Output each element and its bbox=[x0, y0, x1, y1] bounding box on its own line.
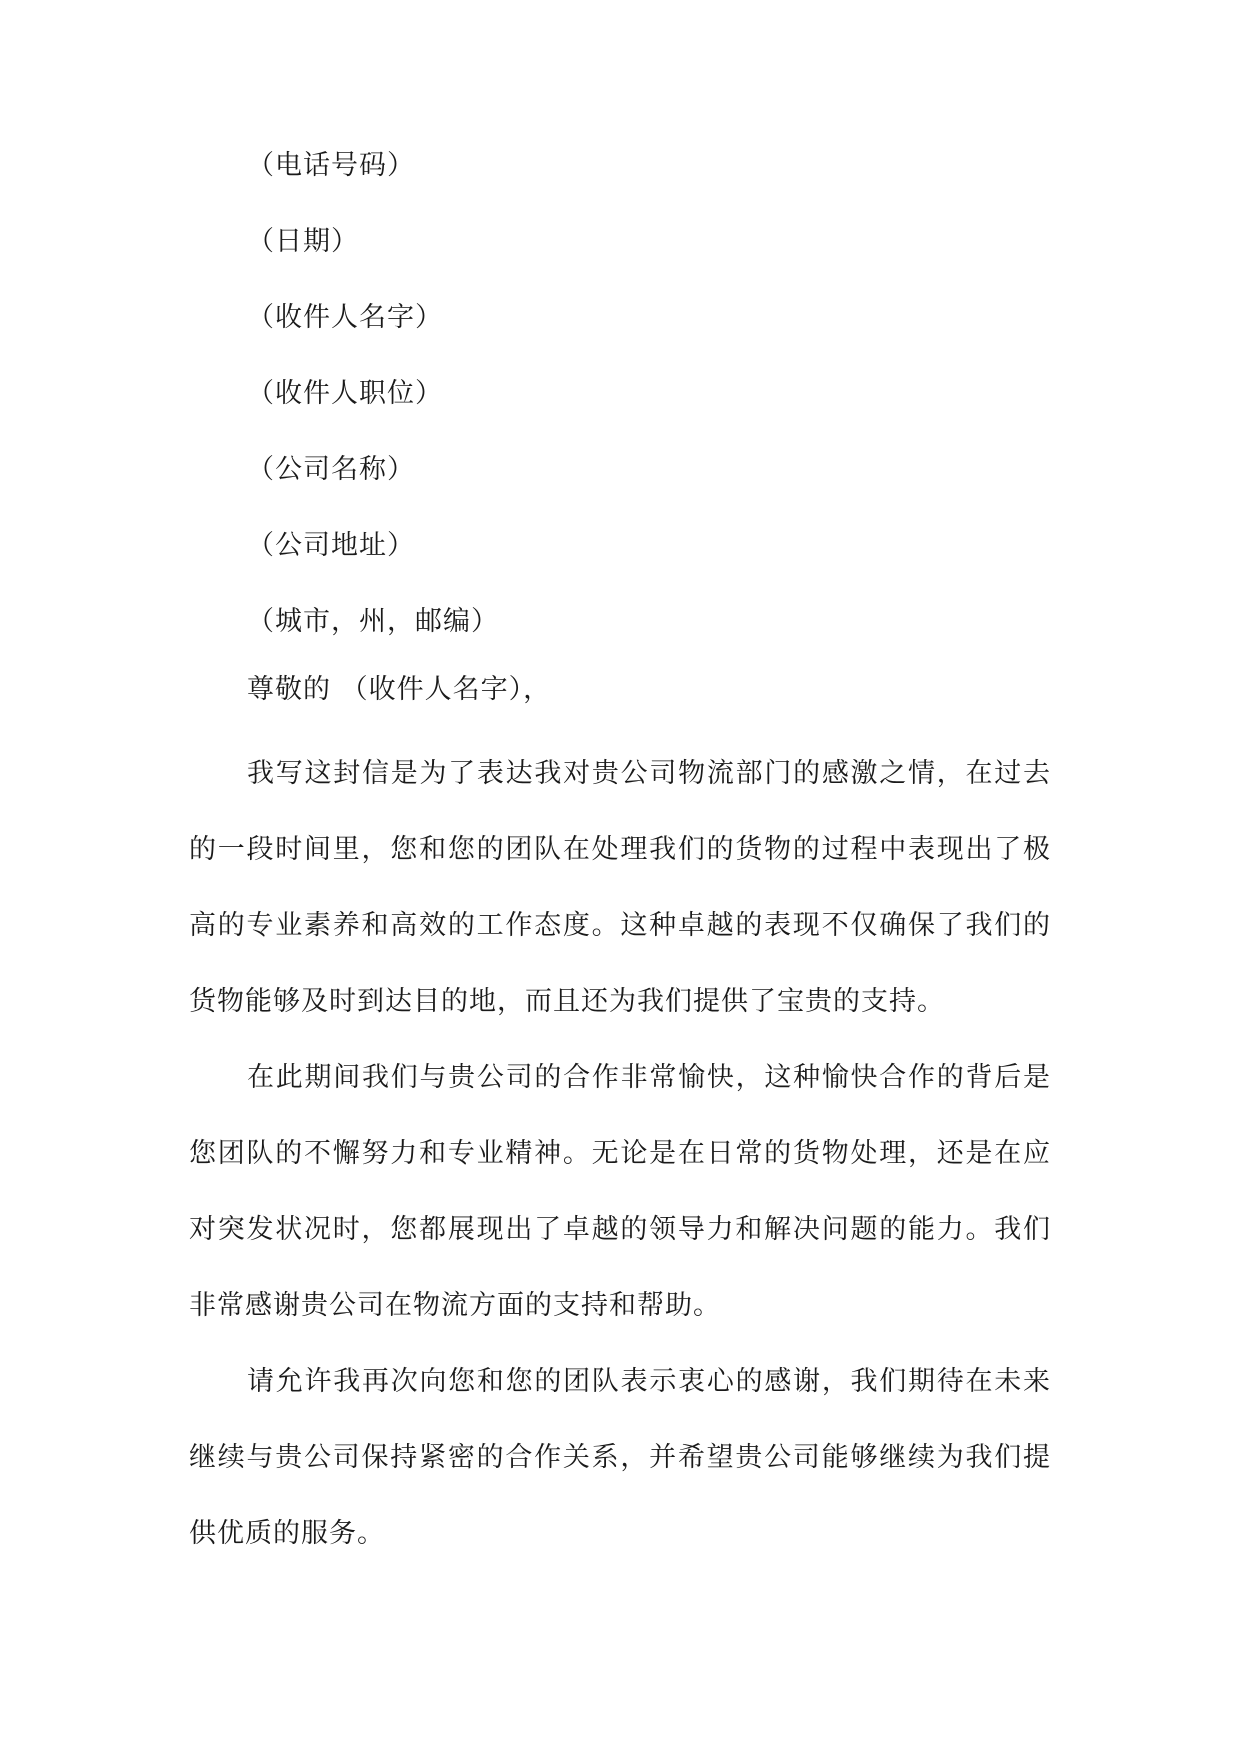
phone-number-line: （电话号码） bbox=[247, 150, 415, 181]
salutation: 尊敬的 （收件人名字）， bbox=[247, 674, 552, 705]
company-address-line: （公司地址） bbox=[247, 530, 415, 561]
body-paragraph-3: 请允许我再次向您和您的团队表示衷心的感谢，我们期待在未来继续与贵公司保持紧密的合作关系，并希望贵公司能够继续为我们提供优质的服务。 bbox=[189, 1366, 1051, 1549]
city-state-zip-line: （城市，州，邮编） bbox=[247, 606, 499, 637]
recipient-name-line: （收件人名字） bbox=[247, 302, 443, 333]
body-paragraph-2: 在此期间我们与贵公司的合作非常愉快，这种愉快合作的背后是您团队的不懈努力和专业精神。无论是在日常的货物处理，还是在应对突发状况时，您都展现出了卓越的领导力和解决问题的能力。我们非常感谢贵公司在物流方面的支持和帮助。 bbox=[189, 1062, 1051, 1321]
letter-body bbox=[189, 736, 1051, 1572]
date-line: （日期） bbox=[247, 226, 359, 257]
sender-recipient-block bbox=[247, 148, 1047, 660]
recipient-title-line: （收件人职位） bbox=[247, 378, 443, 409]
body-paragraph-1: 我写这封信是为了表达我对贵公司物流部门的感激之情，在过去的一段时间里，您和您的团队在处理我们的货物的过程中表现出了极高的专业素养和高效的工作态度。这种卓越的表现不仅确保了我们的货物能够及时到达目的地，而且还为我们提供了宝贵的支持。 bbox=[189, 758, 1051, 1017]
company-name-line: （公司名称） bbox=[247, 454, 415, 485]
